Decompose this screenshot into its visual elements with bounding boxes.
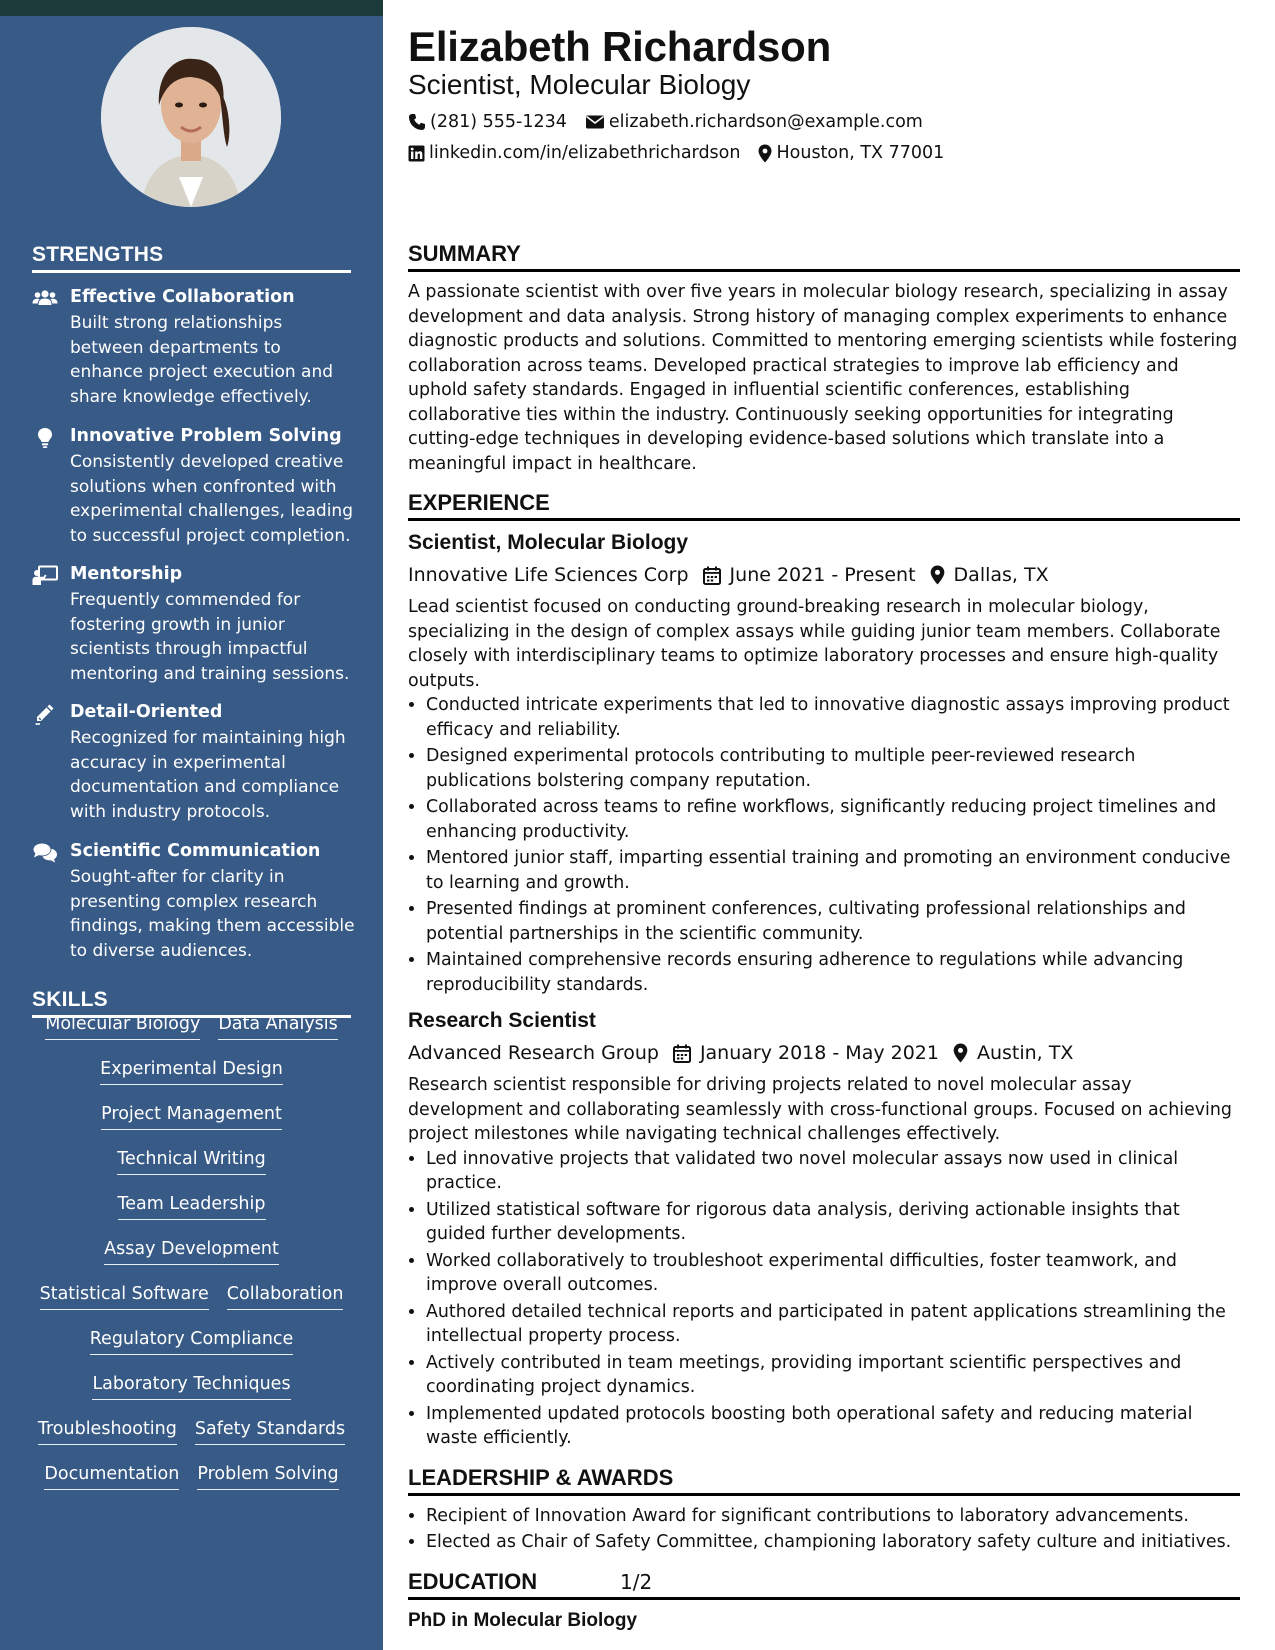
job-description: Lead scientist focused on conducting ground-breaking research in molecular biology, specializing in the design of complex assays while guiding junior team members. Collaborate closely with interdisciplinary teams to optimize laboratory processes and ensure high-quality outputs. [408, 597, 1221, 691]
avatar [101, 27, 281, 207]
resume-header [408, 22, 1238, 165]
pencil-icon [32, 703, 58, 725]
skill-tag: Troubleshooting [38, 1417, 177, 1445]
education-heading: EDUCATION [408, 1569, 1240, 1600]
page-number: 1/2 [620, 1570, 653, 1594]
strength-title: Mentorship [70, 564, 183, 584]
users-icon [32, 288, 58, 310]
skill-tag: Documentation [44, 1462, 179, 1490]
skill-tag: Data Analysis [218, 1012, 337, 1040]
skill-tag: Regulatory Compliance [90, 1327, 294, 1355]
candidate-name: Elizabeth Richardson [408, 23, 832, 70]
bullet-item: • Actively contributed in team meetings, providing important scientific perspectives and coordinating project dynamics. [426, 1351, 1240, 1400]
degree-title: PhD in Molecular Biology [408, 1609, 638, 1631]
company-name: Innovative Life Sciences Corp [408, 564, 689, 586]
job-title: Research Scientist [408, 1009, 596, 1032]
bullet-item: • Authored detailed technical reports and participated in patent applications streamlining the intellectual property process. [426, 1300, 1240, 1349]
experience-heading: EXPERIENCE [408, 490, 1240, 521]
job-description: Research scientist responsible for driving projects related to novel molecular assay development and collaborating seamlessly with cross-functional groups. Focused on achieving project milestones while navigating technical challenges effectively. [408, 1075, 1232, 1144]
strength-description: Sought-after for clarity in presenting complex research findings, making them accessible to diverse audiences. [70, 867, 355, 961]
job-bullets [408, 1147, 1240, 1451]
skill-tag: Statistical Software [40, 1282, 209, 1310]
skill-tag: Molecular Biology [45, 1012, 200, 1040]
location-text: Houston, TX 77001 [776, 143, 945, 163]
job-dates: January 2018 - May 2021 [699, 1042, 939, 1064]
strength-title: Detail-Oriented [70, 702, 223, 722]
map-pin-icon [953, 1043, 977, 1063]
email-address: elizabeth.richardson@example.com [608, 112, 923, 132]
bullet-item: • Conducted intricate experiments that led to innovative diagnostic assays improving product efficacy and reliability. [426, 693, 1240, 742]
strength-title: Scientific Communication [70, 841, 321, 861]
bullet-item: • Mentored junior staff, imparting essential training and promoting an environment conducive to learning and growth. [426, 846, 1240, 895]
bullet-item: • Designed experimental protocols contributing to multiple peer-reviewed research publications bolstering company reputation. [426, 744, 1240, 793]
linkedin-icon [408, 145, 425, 162]
bullet-item: • Collaborated across teams to refine workflows, significantly reducing project timelines and enhancing productivity. [426, 795, 1240, 844]
bullet-item: • Utilized statistical software for rigorous data analysis, deriving actionable insights that guided further developments. [426, 1198, 1240, 1247]
leadership-heading: LEADERSHIP & AWARDS [408, 1465, 1240, 1496]
job-location: Austin, TX [976, 1042, 1074, 1064]
linkedin-url: linkedin.com/in/elizabethrichardson [429, 143, 741, 163]
strength-item [32, 564, 357, 689]
strength-description: Frequently commended for fostering growth in junior scientists through impactful mentoring and training sessions. [70, 590, 350, 684]
bullet-item: • Implemented updated protocols boosting both operational safety and reducing material waste efficiently. [426, 1402, 1240, 1451]
bullet-item: • Led innovative projects that validated two novel molecular assays now used in clinical practice. [426, 1147, 1240, 1196]
phone-icon [408, 113, 426, 131]
location-contact [758, 143, 944, 163]
job-title: Scientist, Molecular Biology [408, 531, 689, 554]
strength-item [32, 841, 357, 966]
skill-tag: Assay Development [104, 1237, 279, 1265]
strengths-heading: STRENGTHS [32, 243, 351, 273]
teacher-icon [32, 565, 58, 587]
skill-tag: Experimental Design [100, 1057, 283, 1085]
strength-item [32, 287, 357, 412]
skill-tag: Team Leadership [118, 1192, 266, 1220]
skill-tag: Safety Standards [195, 1417, 345, 1445]
skills-heading: SKILLS [32, 988, 351, 1018]
phone-contact[interactable] [408, 112, 567, 132]
skills-list [32, 1012, 351, 1507]
email-contact[interactable] [585, 112, 923, 132]
job-bullets [408, 693, 1240, 997]
strength-description: Built strong relationships between departments to enhance project execution and share knowledge effectively. [70, 313, 334, 407]
map-pin-icon [758, 144, 772, 163]
strength-description: Consistently developed creative solutions when confronted with experimental challenges, leading to successful project completion. [70, 452, 353, 546]
skill-tag: Technical Writing [117, 1147, 265, 1175]
summary-text: A passionate scientist with over five years in molecular biology research, specializing in assay development and data analysis. Strong history of managing complex experiments to enhance diagnostic products and solutions. Committed to mentoring emerging scientists while fostering collaboration across teams. Developed practical strategies to improve lab efficiency and uphold safety standards. Engaged in influential scientific conferences, establishing collaborative ties within the industry. Continuously seeking opportunities for integrating cutting-edge techniques in developing evidence-based solutions which translate into a meaningful impact in healthcare. [408, 282, 1238, 474]
summary-heading: SUMMARY [408, 241, 1240, 272]
job-dates: June 2021 - Present [729, 564, 916, 586]
job-meta [408, 1038, 1240, 1068]
bullet-item: • Maintained comprehensive records ensuring adherence to regulations while advancing reproducibility standards. [426, 948, 1240, 997]
map-pin-icon [930, 565, 954, 585]
lightbulb-icon [32, 427, 58, 449]
skill-tag: Problem Solving [197, 1462, 338, 1490]
candidate-title: Scientist, Molecular Biology [408, 69, 751, 100]
strength-description: Recognized for maintaining high accuracy in experimental documentation and compliance with industry protocols. [70, 728, 346, 822]
bullet-item: • Presented findings at prominent conferences, cultivating professional relationships and potential partnerships in the scientific community. [426, 897, 1240, 946]
sidebar-top-bar [0, 0, 383, 16]
job-meta [408, 560, 1240, 590]
award-item: • Recipient of Innovation Award for significant contributions to laboratory advancements. [426, 1504, 1240, 1529]
job-location: Dallas, TX [953, 564, 1049, 586]
strength-item [32, 426, 357, 551]
skill-tag: Collaboration [227, 1282, 344, 1310]
sidebar [0, 16, 383, 1650]
job-entry [408, 1007, 1240, 1451]
bullet-item: • Worked collaboratively to troubleshoot experimental difficulties, foster teamwork, and improve overall outcomes. [426, 1249, 1240, 1298]
phone-number: (281) 555-1234 [430, 112, 567, 132]
envelope-icon [585, 114, 605, 130]
strength-item [32, 702, 357, 827]
calendar-icon [673, 1044, 700, 1063]
strength-title: Effective Collaboration [70, 287, 295, 307]
calendar-icon [703, 566, 730, 585]
skill-tag: Project Management [101, 1102, 282, 1130]
skill-tag: Laboratory Techniques [92, 1372, 290, 1400]
job-entry [408, 529, 1240, 997]
main-content [408, 241, 1240, 1634]
linkedin-contact[interactable] [408, 143, 740, 163]
company-name: Advanced Research Group [408, 1042, 659, 1064]
chat-icon [32, 842, 58, 864]
leadership-list [408, 1504, 1240, 1555]
award-item: • Elected as Chair of Safety Committee, championing laboratory safety culture and initiatives. [426, 1530, 1240, 1555]
strength-title: Innovative Problem Solving [70, 426, 342, 446]
